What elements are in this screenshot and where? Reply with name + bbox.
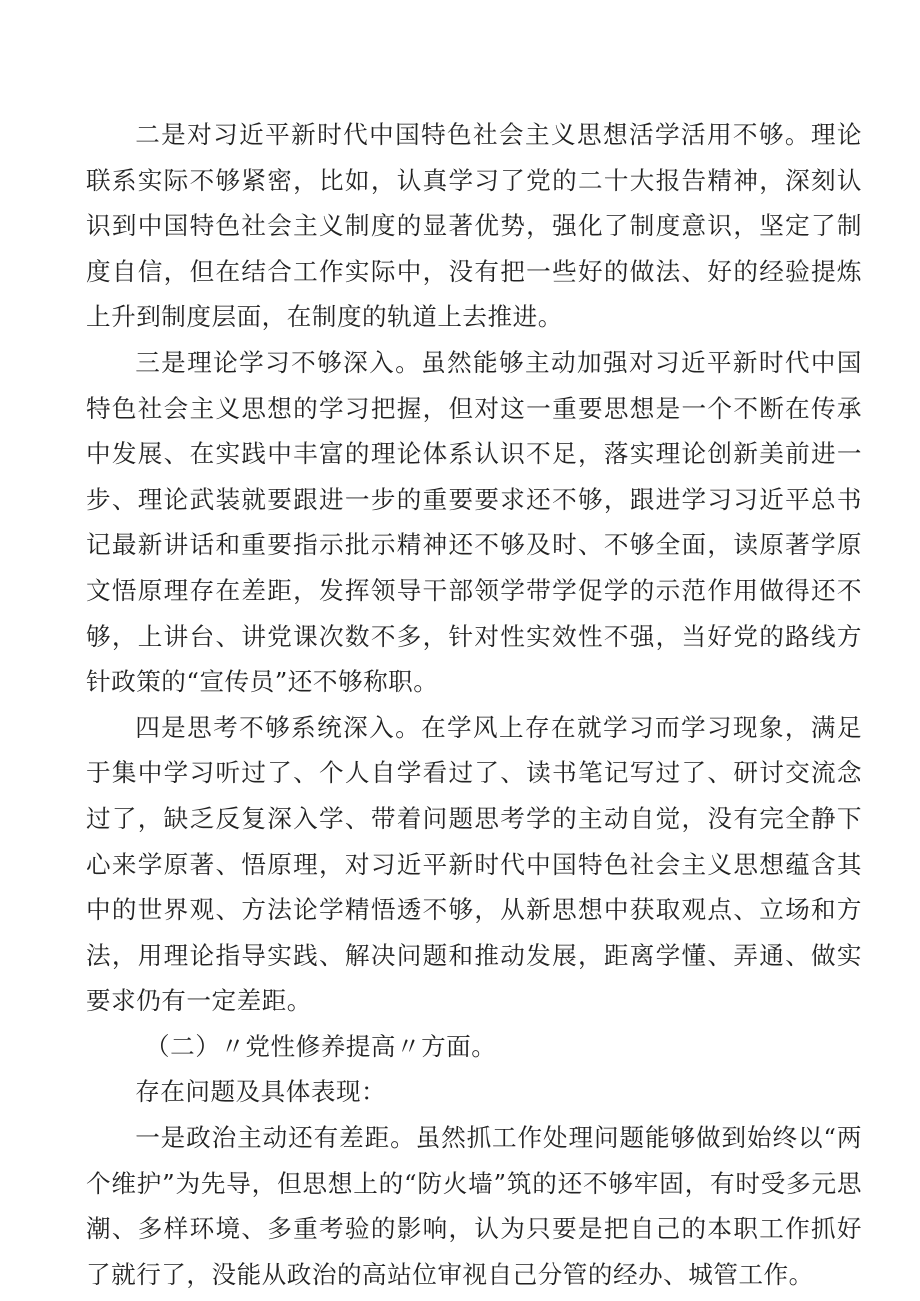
problems-label: 存在问题及具体表现：	[135, 1077, 387, 1107]
paragraph-theory-application: 二是对习近平新时代中国特色社会主义思想活学活用不够。理论联系实际不够紧密，比如，认真学习了党的二十大报告精神，深刻认识到中国特色社会主义制度的显著优势，强化了制度意识，坚定了制度自信，但在结合工作实际中，没有把一些好的做法、好的经验提炼上升到制度层面，在制度的轨道上去推进。	[86, 120, 862, 332]
paragraph-systematic-thinking: 四是思考不够系统深入。在学风上存在就学习而学习现象，满足于集中学习听过了、个人自学看过了、读书笔记写过了、研讨交流念过了，缺乏反复深入学、带着问题思考学的主动自觉，没有完全静下心来学原著、悟原理，对习近平新时代中国特色社会主义思想蕴含其中的世界观、方法论学精悟透不够，从新思想中获取观点、立场和方法，用理论指导实践、解决问题和推动发展，距离学懂、弄通、做实要求仍有一定差距。	[86, 712, 862, 1016]
section-heading-party-spirit: （二）〃党性修养提高〃方面。	[145, 1031, 497, 1061]
paragraph-theory-study: 三是理论学习不够深入。虽然能够主动加强对习近平新时代中国特色社会主义思想的学习把握，但对这一重要思想是一个不断在传承中发展、在实践中丰富的理论体系认识不足，落实理论创新美前进一步、理论武装就要跟进一步的重要要求还不够，跟进学习习近平总书记最新讲话和重要指示批示精神还不够及时、不够全面，读原著学原文悟原理存在差距，发挥领导干部领学带学促学的示范作用做得还不够，上讲台、讲党课次数不多，针对性实效性不强，当好党的路线方针政策的“宣传员”还不够称职。	[86, 347, 862, 697]
paragraph-political-initiative: 一是政治主动还有差距。虽然抓工作处理问题能够做到始终以“两个维护”为先导，但思想上的“防火墙”筑的还不够牢固，有时受多元思潮、多样环境、多重考验的影响，认为只要是把自己的本职工作抓好了就行了，没能从政治的高站位审视自己分管的经办、城管工作。	[86, 1123, 862, 1289]
document-body	[86, 112, 862, 1297]
